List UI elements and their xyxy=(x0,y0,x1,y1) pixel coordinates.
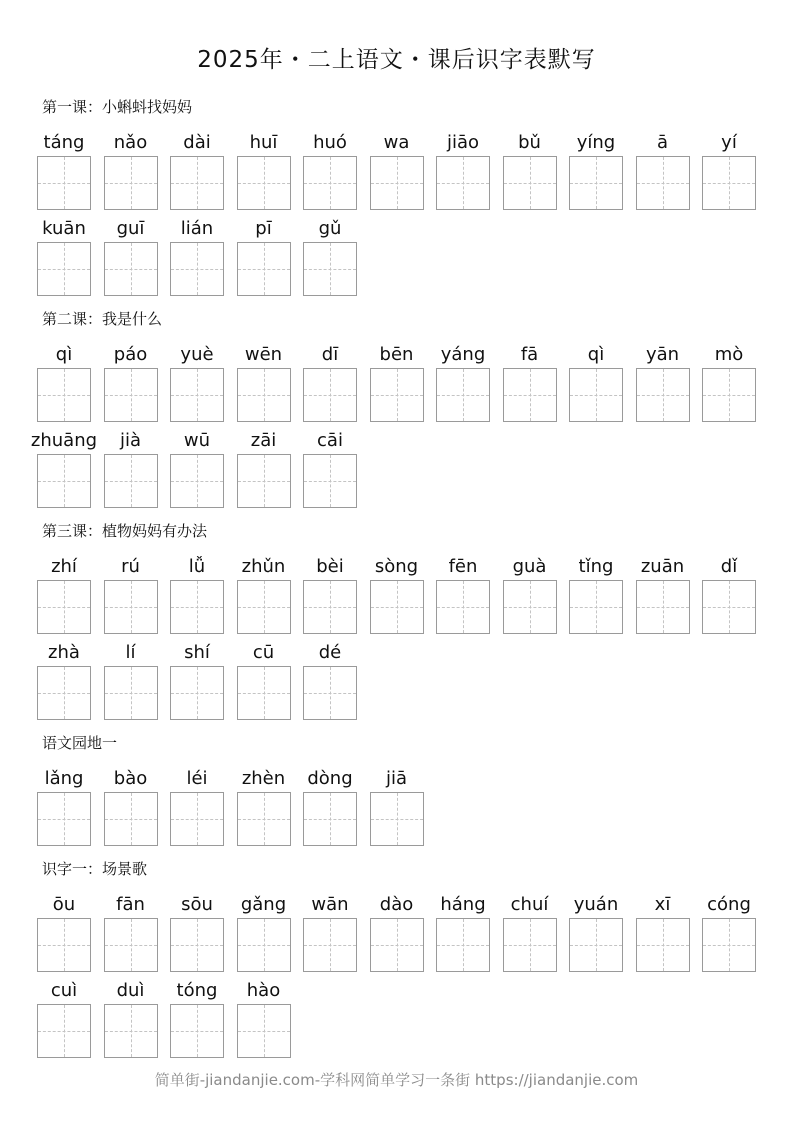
pinyin-label: zhǔn xyxy=(241,556,286,577)
pinyin-label: shí xyxy=(184,642,210,663)
pinyin-label: gǎng xyxy=(240,894,287,915)
tianzige-writing-box[interactable] xyxy=(636,580,690,634)
pinyin-label: dào xyxy=(379,894,414,915)
character-cell xyxy=(303,342,357,422)
character-cell xyxy=(237,640,291,720)
character-cell xyxy=(37,216,91,296)
tianzige-writing-box[interactable] xyxy=(569,368,623,422)
pinyin-label: tóng xyxy=(176,980,218,1001)
tianzige-writing-box[interactable] xyxy=(370,368,424,422)
tianzige-writing-box[interactable] xyxy=(104,454,158,508)
section-heading: 第二课：我是什么 xyxy=(42,310,163,328)
tianzige-writing-box[interactable] xyxy=(37,242,91,296)
pinyin-label: cóng xyxy=(707,894,751,915)
character-cell xyxy=(636,130,690,210)
watermark-footer: 简单街-jiandanjie.com-学科网简单学习一条街 https://jiandanjie.com xyxy=(154,1071,639,1089)
tianzige-writing-box[interactable] xyxy=(170,368,224,422)
character-cell xyxy=(104,892,158,972)
tianzige-writing-box[interactable] xyxy=(303,918,357,972)
character-cell xyxy=(370,892,424,972)
pinyin-label: bēn xyxy=(379,344,414,365)
tianzige-writing-box[interactable] xyxy=(237,242,291,296)
tianzige-writing-box[interactable] xyxy=(303,156,357,210)
section-heading: 第一课：小蝌蚪找妈妈 xyxy=(42,98,193,116)
character-cell xyxy=(303,766,357,846)
pinyin-label: guī xyxy=(116,218,145,239)
pinyin-label: guà xyxy=(512,556,547,577)
pinyin-label: zhí xyxy=(51,556,77,577)
character-cell xyxy=(237,766,291,846)
section-heading: 语文园地一 xyxy=(42,734,118,752)
character-cell xyxy=(170,130,224,210)
character-cell xyxy=(370,554,424,634)
tianzige-writing-box[interactable] xyxy=(370,918,424,972)
character-cell xyxy=(436,892,490,972)
character-cell xyxy=(503,130,557,210)
tianzige-writing-box[interactable] xyxy=(503,580,557,634)
tianzige-writing-box[interactable] xyxy=(170,454,224,508)
pinyin-label: wān xyxy=(311,894,349,915)
tianzige-writing-box[interactable] xyxy=(237,792,291,846)
tianzige-writing-box[interactable] xyxy=(436,580,490,634)
pinyin-label: dī xyxy=(321,344,339,365)
section-heading: 识字一：场景歌 xyxy=(42,860,148,878)
character-row xyxy=(37,130,767,210)
character-cell xyxy=(503,892,557,972)
pinyin-label: chuí xyxy=(510,894,549,915)
character-cell xyxy=(170,554,224,634)
character-cell xyxy=(436,130,490,210)
tianzige-writing-box[interactable] xyxy=(104,792,158,846)
character-cell xyxy=(569,342,623,422)
pinyin-label: dé xyxy=(318,642,342,663)
pinyin-label: qì xyxy=(55,344,73,365)
tianzige-writing-box[interactable] xyxy=(37,666,91,720)
tianzige-writing-box[interactable] xyxy=(170,918,224,972)
tianzige-writing-box[interactable] xyxy=(170,1004,224,1058)
character-cell xyxy=(636,892,690,972)
pinyin-label: léi xyxy=(186,768,208,789)
lesson-section xyxy=(37,521,767,720)
pinyin-label: jiā xyxy=(385,768,408,789)
pinyin-label: duì xyxy=(116,980,145,1001)
pinyin-label: wēn xyxy=(244,344,283,365)
character-cell xyxy=(303,892,357,972)
pinyin-label: fā xyxy=(520,344,539,365)
tianzige-writing-box[interactable] xyxy=(170,242,224,296)
character-cell xyxy=(37,766,91,846)
pinyin-label: sòng xyxy=(374,556,419,577)
character-cell xyxy=(104,978,158,1058)
pinyin-label: zhuāng xyxy=(30,430,98,451)
tianzige-writing-box[interactable] xyxy=(170,156,224,210)
pinyin-label: bǔ xyxy=(518,132,541,153)
pinyin-label: zuān xyxy=(640,556,685,577)
character-cell xyxy=(37,342,91,422)
tianzige-writing-box[interactable] xyxy=(104,156,158,210)
tianzige-writing-box[interactable] xyxy=(436,368,490,422)
tianzige-writing-box[interactable] xyxy=(237,156,291,210)
tianzige-writing-box[interactable] xyxy=(37,792,91,846)
character-row xyxy=(37,554,767,634)
pinyin-label: bèi xyxy=(316,556,344,577)
tianzige-writing-box[interactable] xyxy=(370,156,424,210)
pinyin-label: yuè xyxy=(180,344,214,365)
pinyin-label: zhèn xyxy=(241,768,286,789)
character-cell xyxy=(104,554,158,634)
tianzige-writing-box[interactable] xyxy=(237,368,291,422)
pinyin-label: yáng xyxy=(440,344,486,365)
pinyin-label: bào xyxy=(113,768,148,789)
tianzige-writing-box[interactable] xyxy=(37,156,91,210)
lesson-section xyxy=(37,859,767,1058)
character-cell xyxy=(702,554,756,634)
tianzige-writing-box[interactable] xyxy=(170,666,224,720)
character-cell xyxy=(569,892,623,972)
pinyin-label: lǎng xyxy=(44,768,84,789)
character-row xyxy=(37,892,767,972)
character-cell xyxy=(569,554,623,634)
tianzige-writing-box[interactable] xyxy=(370,580,424,634)
pinyin-label: fēn xyxy=(448,556,478,577)
pinyin-label: tǐng xyxy=(578,556,614,577)
character-cell xyxy=(636,342,690,422)
tianzige-writing-box[interactable] xyxy=(104,666,158,720)
pinyin-label: yí xyxy=(721,132,737,153)
tianzige-writing-box[interactable] xyxy=(303,242,357,296)
pinyin-label: zhà xyxy=(48,642,80,663)
character-cell xyxy=(237,892,291,972)
character-cell xyxy=(303,640,357,720)
tianzige-writing-box[interactable] xyxy=(104,242,158,296)
pinyin-label: pī xyxy=(255,218,272,239)
page-title: 2025年・二上语文・课后识字表默写 xyxy=(197,47,596,73)
lesson-section xyxy=(30,309,767,508)
tianzige-writing-box[interactable] xyxy=(303,666,357,720)
character-cell xyxy=(30,428,98,508)
character-cell xyxy=(104,342,158,422)
tianzige-writing-box[interactable] xyxy=(37,454,91,508)
pinyin-label: dǐ xyxy=(720,556,738,577)
pinyin-label: cuì xyxy=(50,980,78,1001)
tianzige-writing-box[interactable] xyxy=(237,666,291,720)
character-cell xyxy=(104,130,158,210)
tianzige-writing-box[interactable] xyxy=(569,918,623,972)
pinyin-label: huó xyxy=(313,132,347,153)
pinyin-label: ōu xyxy=(52,894,76,915)
pinyin-label: lǚ xyxy=(188,556,206,577)
pinyin-label: yān xyxy=(645,344,680,365)
character-cell xyxy=(104,640,158,720)
pinyin-label: yuán xyxy=(573,894,619,915)
character-cell xyxy=(170,428,224,508)
character-cell xyxy=(636,554,690,634)
tianzige-writing-box[interactable] xyxy=(303,368,357,422)
pinyin-label: jià xyxy=(119,430,142,451)
character-cell xyxy=(37,640,91,720)
pinyin-label: fān xyxy=(116,894,145,915)
pinyin-label: lí xyxy=(125,642,136,663)
tianzige-writing-box[interactable] xyxy=(702,580,756,634)
pinyin-label: yíng xyxy=(576,132,616,153)
pinyin-label: zāi xyxy=(250,430,277,451)
character-cell xyxy=(503,554,557,634)
character-cell xyxy=(436,554,490,634)
character-cell xyxy=(37,554,91,634)
pinyin-label: dài xyxy=(183,132,211,153)
tianzige-writing-box[interactable] xyxy=(503,368,557,422)
character-cell xyxy=(237,130,291,210)
character-cell xyxy=(170,342,224,422)
tianzige-writing-box[interactable] xyxy=(237,1004,291,1058)
tianzige-writing-box[interactable] xyxy=(237,580,291,634)
pinyin-label: wū xyxy=(183,430,211,451)
lesson-section xyxy=(37,97,767,296)
pinyin-label: xī xyxy=(654,894,671,915)
pinyin-label: táng xyxy=(43,132,85,153)
pinyin-label: dòng xyxy=(307,768,353,789)
pinyin-label: rú xyxy=(121,556,140,577)
character-row xyxy=(37,766,767,846)
character-cell xyxy=(37,130,91,210)
character-row xyxy=(30,428,767,508)
tianzige-writing-box[interactable] xyxy=(303,792,357,846)
pinyin-label: cāi xyxy=(317,430,343,451)
pinyin-label: hào xyxy=(246,980,281,1001)
tianzige-writing-box[interactable] xyxy=(636,368,690,422)
tianzige-writing-box[interactable] xyxy=(104,368,158,422)
character-cell xyxy=(503,342,557,422)
tianzige-writing-box[interactable] xyxy=(569,156,623,210)
character-cell xyxy=(370,766,424,846)
tianzige-writing-box[interactable] xyxy=(503,156,557,210)
character-cell xyxy=(702,892,756,972)
tianzige-writing-box[interactable] xyxy=(702,368,756,422)
tianzige-writing-box[interactable] xyxy=(370,792,424,846)
character-cell xyxy=(104,216,158,296)
tianzige-writing-box[interactable] xyxy=(303,580,357,634)
character-cell xyxy=(303,130,357,210)
pinyin-label: páo xyxy=(113,344,148,365)
pinyin-label: háng xyxy=(440,894,486,915)
pinyin-label: lián xyxy=(180,218,214,239)
tianzige-writing-box[interactable] xyxy=(569,580,623,634)
tianzige-writing-box[interactable] xyxy=(702,918,756,972)
character-cell xyxy=(303,216,357,296)
tianzige-writing-box[interactable] xyxy=(37,368,91,422)
character-cell xyxy=(37,978,91,1058)
lesson-section xyxy=(37,733,767,846)
section-heading: 第三课：植物妈妈有办法 xyxy=(42,522,208,540)
character-cell xyxy=(569,130,623,210)
pinyin-label: qì xyxy=(587,344,605,365)
character-cell xyxy=(170,216,224,296)
tianzige-writing-box[interactable] xyxy=(37,918,91,972)
character-cell xyxy=(237,428,291,508)
character-cell xyxy=(436,342,490,422)
pinyin-label: jiāo xyxy=(446,132,480,153)
character-cell xyxy=(37,892,91,972)
tianzige-writing-box[interactable] xyxy=(436,918,490,972)
character-cell xyxy=(237,342,291,422)
character-cell xyxy=(170,640,224,720)
tianzige-writing-box[interactable] xyxy=(237,454,291,508)
pinyin-label: nǎo xyxy=(113,132,148,153)
pinyin-label: ā xyxy=(656,132,669,153)
tianzige-writing-box[interactable] xyxy=(237,918,291,972)
tianzige-writing-box[interactable] xyxy=(436,156,490,210)
character-cell xyxy=(170,766,224,846)
pinyin-label: kuān xyxy=(42,218,86,239)
character-row xyxy=(37,216,767,296)
character-cell xyxy=(303,554,357,634)
tianzige-writing-box[interactable] xyxy=(702,156,756,210)
character-row xyxy=(37,978,767,1058)
tianzige-writing-box[interactable] xyxy=(636,156,690,210)
pinyin-label: wa xyxy=(383,132,410,153)
character-row xyxy=(37,342,767,422)
pinyin-label: mò xyxy=(714,344,744,365)
tianzige-writing-box[interactable] xyxy=(636,918,690,972)
character-cell xyxy=(104,428,158,508)
character-cell xyxy=(370,342,424,422)
pinyin-label: huī xyxy=(249,132,278,153)
pinyin-label: gǔ xyxy=(318,218,342,239)
pinyin-label: sōu xyxy=(181,894,213,915)
tianzige-writing-box[interactable] xyxy=(170,792,224,846)
character-cell xyxy=(237,216,291,296)
worksheet-content xyxy=(30,97,767,1071)
character-cell xyxy=(702,342,756,422)
character-cell xyxy=(104,766,158,846)
tianzige-writing-box[interactable] xyxy=(104,918,158,972)
character-cell xyxy=(237,554,291,634)
tianzige-writing-box[interactable] xyxy=(503,918,557,972)
character-cell xyxy=(170,892,224,972)
tianzige-writing-box[interactable] xyxy=(170,580,224,634)
character-cell xyxy=(237,978,291,1058)
tianzige-writing-box[interactable] xyxy=(303,454,357,508)
character-cell xyxy=(370,130,424,210)
tianzige-writing-box[interactable] xyxy=(37,580,91,634)
tianzige-writing-box[interactable] xyxy=(104,580,158,634)
pinyin-label: cū xyxy=(252,642,275,663)
character-cell xyxy=(303,428,357,508)
tianzige-writing-box[interactable] xyxy=(37,1004,91,1058)
character-cell xyxy=(170,978,224,1058)
character-row xyxy=(37,640,767,720)
tianzige-writing-box[interactable] xyxy=(104,1004,158,1058)
character-cell xyxy=(702,130,756,210)
